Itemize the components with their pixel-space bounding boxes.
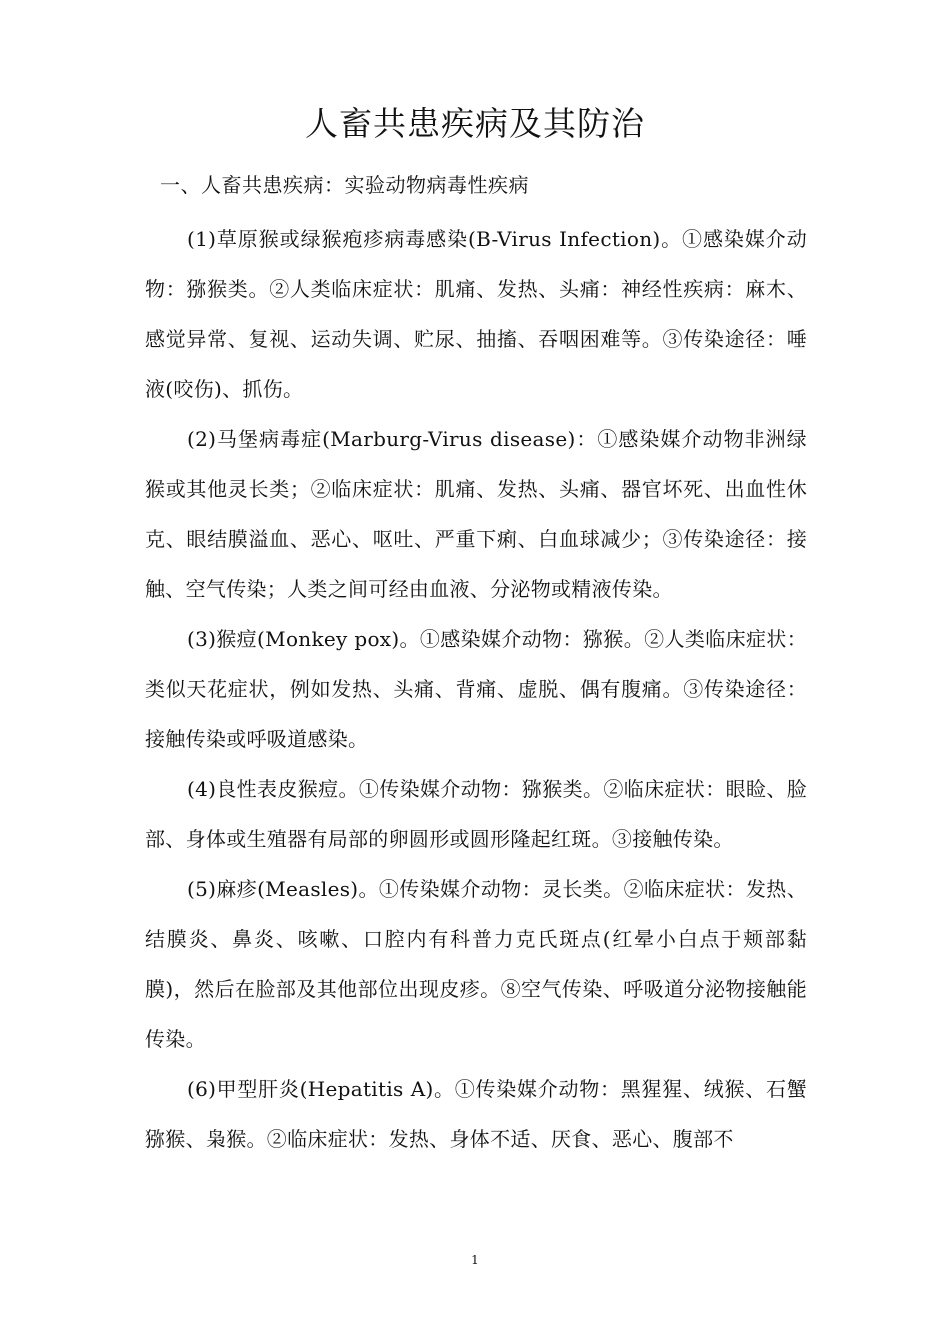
document-body <box>145 214 807 1164</box>
paragraph-benign-monkey-pox: (4)良性表皮猴痘。①传染媒介动物：猕猴类。②临床症状：眼睑、脸部、身体或生殖器有局部的卵圆形或圆形隆起红斑。③接触传染。 <box>145 777 807 851</box>
section-heading: 一、人畜共患疾病：实验动物病毒性疾病 <box>160 173 529 197</box>
paragraph-monkey-pox: (3)猴痘(Monkey pox)。①感染媒介动物：猕猴。②人类临床症状：类似天花症状，例如发热、头痛、背痛、虚脱、偶有腹痛。③传染途径：接触传染或呼吸道感染。 <box>145 627 807 751</box>
paragraph-hepatitis-a: (6)甲型肝炎(Hepatitis A)。①传染媒介动物：黑猩猩、绒猴、石蟹猕猴、枭猴。②临床症状：发热、身体不适、厌食、恶心、腹部不 <box>145 1077 807 1151</box>
page-number: 1 <box>471 1253 479 1267</box>
paragraph-b-virus: (1)草原猴或绿猴疱疹病毒感染(B-Virus Infection)。①感染媒介动物：猕猴类。②人类临床症状：肌痛、发热、头痛：神经性疾病：麻木、感觉异常、复视、运动失调、贮尿、抽搐、吞咽困难等。③传染途径：唾液(咬伤)、抓伤。 <box>145 227 807 401</box>
paragraph-measles: (5)麻疹(Measles)。①传染媒介动物：灵长类。②临床症状：发热、结膜炎、鼻炎、咳嗽、口腔内有科普力克氏斑点(红晕小白点于颊部黏膜)，然后在脸部及其他部位出现皮疹。⑧空气传染、呼吸道分泌物接触能传染。 <box>145 877 807 1051</box>
paragraph-marburg-virus: (2)马堡病毒症(Marburg-Virus disease)：①感染媒介动物非洲绿猴或其他灵长类；②临床症状：肌痛、发热、头痛、器官坏死、出血性休克、眼结膜溢血、恶心、呕吐、严重下痢、白血球减少；③传染途径：接触、空气传染；人类之间可经由血液、分泌物或精液传染。 <box>145 427 807 601</box>
document-title: 人畜共患疾病及其防治 <box>305 104 645 143</box>
